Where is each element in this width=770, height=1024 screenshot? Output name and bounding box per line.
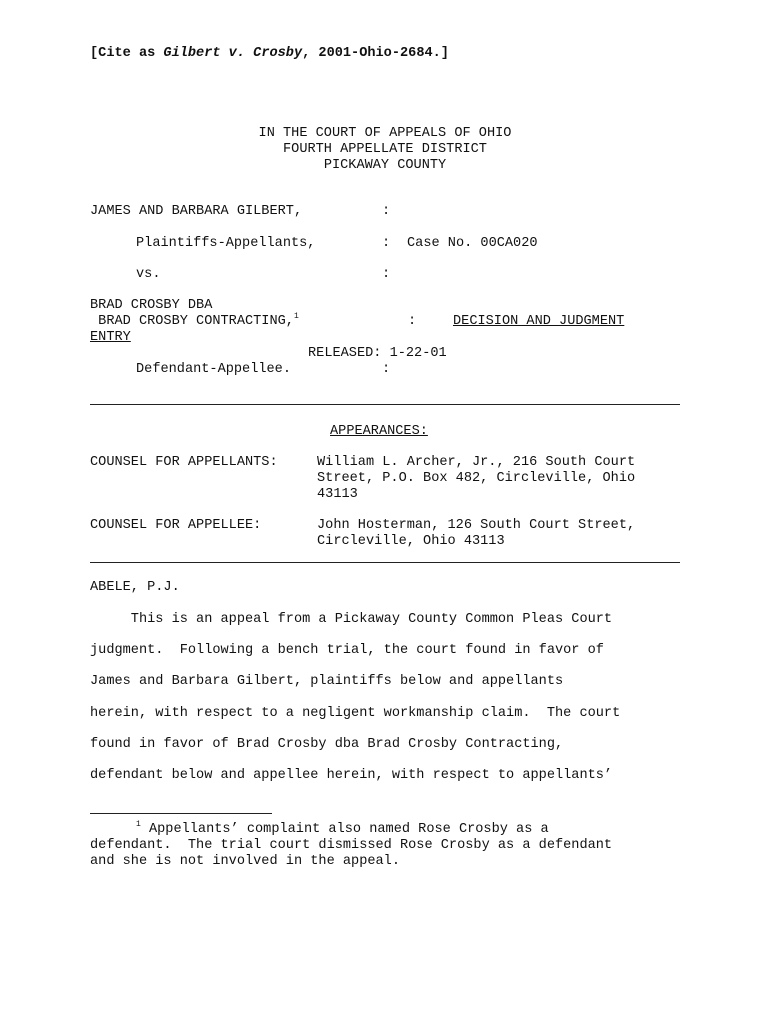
caption-plaintiffs: JAMES AND BARBARA GILBERT, bbox=[90, 204, 303, 219]
opinion-line: found in favor of Brad Crosby dba Brad Crosby Contracting, bbox=[90, 737, 564, 752]
footnote-line1 bbox=[136, 822, 549, 838]
caption-colon: : bbox=[382, 267, 391, 282]
divider bbox=[90, 404, 680, 405]
decision-title: DECISION AND JUDGMENT bbox=[453, 314, 625, 329]
counsel-appellants-label: COUNSEL FOR APPELLANTS: bbox=[90, 455, 278, 470]
court-name: IN THE COURT OF APPEALS OF OHIO bbox=[258, 126, 512, 141]
court-county: PICKAWAY COUNTY bbox=[323, 158, 447, 173]
opinion-line: herein, with respect to a negligent workmanship claim. The court bbox=[90, 706, 621, 721]
counsel-appellants-line3: 43113 bbox=[317, 487, 358, 502]
caption-colon: : bbox=[408, 314, 417, 329]
citation-case-name: Gilbert v. Crosby bbox=[163, 46, 303, 61]
caption-colon: : bbox=[382, 204, 391, 219]
caption-plaintiffs-role: Plaintiffs-Appellants, bbox=[136, 236, 316, 251]
counsel-appellee-label: COUNSEL FOR APPELLEE: bbox=[90, 518, 262, 533]
citation-prefix: [Cite as bbox=[90, 46, 164, 61]
counsel-appellee-line1: John Hosterman, 126 South Court Street, bbox=[317, 518, 636, 533]
defendant-name: BRAD CROSBY CONTRACTING, bbox=[90, 314, 294, 329]
divider bbox=[90, 562, 680, 563]
released-date: RELEASED: 1-22-01 bbox=[308, 346, 447, 361]
opinion-line: This is an appeal from a Pickaway County Common Pleas Court bbox=[90, 612, 613, 627]
caption-colon: : bbox=[382, 236, 391, 251]
footnote-line3: and she is not involved in the appeal. bbox=[90, 854, 400, 869]
counsel-appellants-line1: William L. Archer, Jr., 216 South Court bbox=[317, 455, 636, 470]
counsel-appellee-line2: Circleville, Ohio 43113 bbox=[317, 534, 505, 549]
opinion-line: judgment. Following a bench trial, the court found in favor of bbox=[90, 643, 604, 658]
caption-defendant-role: Defendant-Appellee. bbox=[136, 362, 291, 377]
judge-name: ABELE, P.J. bbox=[90, 580, 180, 595]
footnote-marker: 1 bbox=[293, 312, 299, 321]
appearances-heading: APPEARANCES: bbox=[330, 424, 428, 439]
opinion-line: defendant below and appellee herein, with respect to appellants’ bbox=[90, 768, 613, 783]
footnote-divider bbox=[90, 813, 272, 814]
decision-title-continued: ENTRY bbox=[90, 330, 131, 345]
caption-vs: vs. bbox=[136, 267, 161, 282]
case-number: Case No. 00CA020 bbox=[407, 236, 538, 251]
opinion-line: James and Barbara Gilbert, plaintiffs below and appellants bbox=[90, 674, 564, 689]
caption-defendant-line2 bbox=[90, 314, 299, 330]
footnote-text: Appellants’ complaint also named Rose Crosby as a bbox=[140, 822, 549, 837]
caption-defendant-line1: BRAD CROSBY DBA bbox=[90, 298, 213, 313]
citation-header bbox=[90, 46, 449, 62]
citation-suffix: , 2001-Ohio-2684.] bbox=[302, 46, 449, 61]
caption-colon: : bbox=[382, 362, 391, 377]
footnote-number: 1 bbox=[136, 820, 141, 829]
court-district: FOURTH APPELLATE DISTRICT bbox=[283, 142, 487, 157]
footnote-line2: defendant. The trial court dismissed Rose Crosby as a defendant bbox=[90, 838, 613, 853]
counsel-appellants-line2: Street, P.O. Box 482, Circleville, Ohio bbox=[317, 471, 636, 486]
